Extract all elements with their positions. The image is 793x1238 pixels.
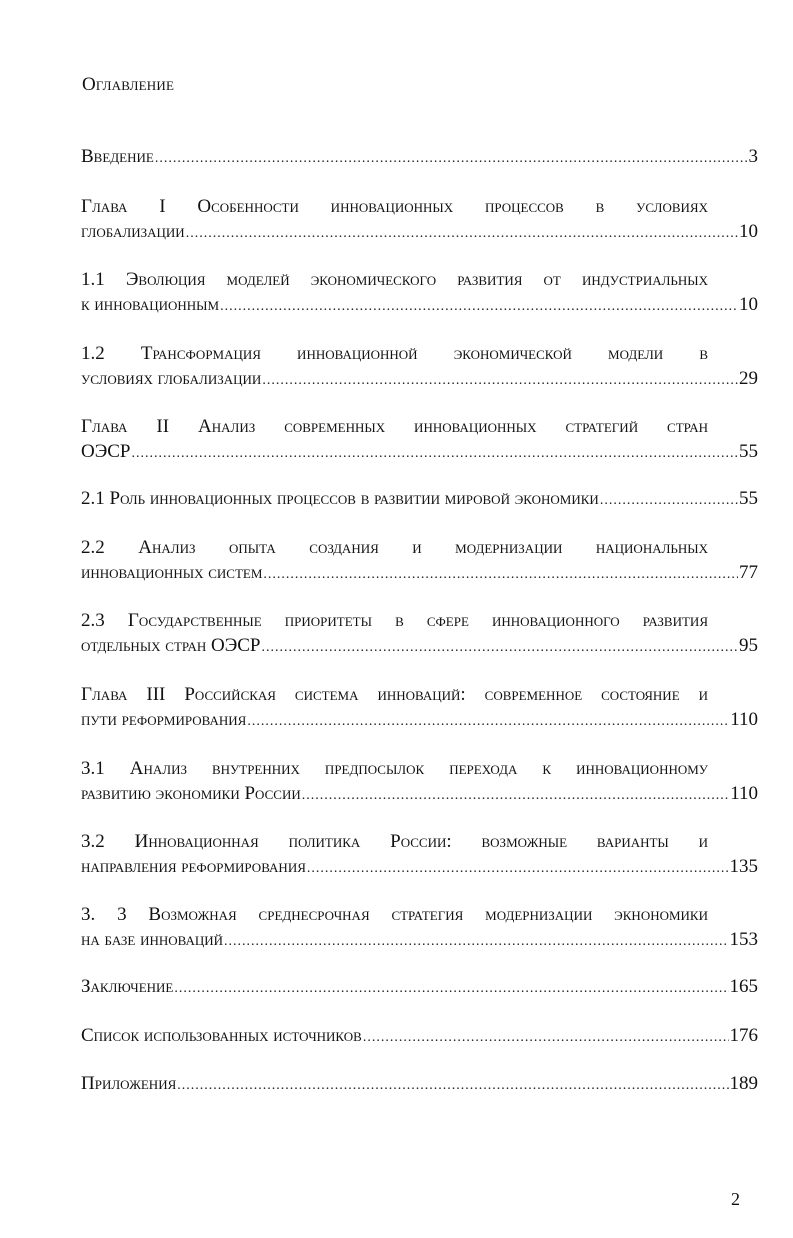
- toc-leader-dots: [224, 929, 728, 954]
- toc-entry-title-line1: 2.2 Анализ опыта создания и модернизации национальных: [81, 537, 708, 558]
- toc-leader-dots: [600, 488, 738, 513]
- toc-entry-title: направления реформирования: [81, 856, 306, 877]
- toc-entry-title-line1: 2.3 Государственные приоритеты в сфере инновационного развития: [81, 610, 708, 631]
- toc-entry-page: 165: [729, 976, 758, 997]
- toc-entry-page: 110: [730, 709, 758, 730]
- toc-entry-page: 135: [729, 856, 758, 877]
- toc-entry[interactable]: [81, 1023, 758, 1050]
- toc-leader-dots: [177, 1073, 728, 1098]
- toc-entry-page: 10: [739, 221, 758, 242]
- toc-entry[interactable]: [81, 829, 758, 881]
- toc-entry-page: 55: [739, 441, 758, 462]
- toc-entry-page: 3: [748, 146, 758, 167]
- toc-leader-dots: [132, 441, 738, 466]
- toc-entry-title: 2.1 Роль инновационных процессов в развитии мировой экономики: [81, 488, 599, 509]
- toc-entry-page: 55: [739, 488, 758, 509]
- toc-entry[interactable]: [81, 486, 758, 513]
- toc-entry-page: 110: [730, 783, 758, 804]
- toc-entry[interactable]: [81, 414, 758, 466]
- toc-entry-title: к инновационным: [81, 294, 220, 315]
- toc-entry-page: 77: [739, 562, 758, 583]
- toc-entry-title: на базе инноваций: [81, 929, 224, 950]
- toc-entry-title-line1: 1.2 Трансформация инновационной экономической модели в: [81, 343, 708, 364]
- toc-entry[interactable]: [81, 144, 758, 171]
- toc-entry-title-line1: Глава III Российская система инноваций: современное состояние и: [81, 684, 708, 705]
- toc-entry-page: 95: [739, 635, 758, 656]
- toc-entry-title: развитию экономики России: [81, 783, 301, 804]
- toc-entry[interactable]: [81, 608, 758, 660]
- toc-entry-title-line1: 1.1 Эволюция моделей экономического развития от индустриальных: [81, 269, 708, 290]
- toc-entry-title-line1: Глава I Особенности инновационных процессов в условиях: [81, 196, 708, 217]
- toc-entry-title: отдельных стран ОЭСР: [81, 635, 261, 656]
- toc-entry[interactable]: [81, 902, 758, 954]
- toc-entry[interactable]: [81, 341, 758, 393]
- toc-entry-title-line1: 3. 3 Возможная среднесрочная стратегия модернизации экнономики: [81, 904, 708, 925]
- toc-entry-title: инновационных систем: [81, 562, 263, 583]
- toc-entry-title: Введение: [81, 146, 154, 167]
- toc-leader-dots: [262, 635, 738, 660]
- toc-entry-title-line1: 3.1 Анализ внутренних предпосылок перехода к инновационному: [81, 758, 708, 779]
- toc-leader-dots: [262, 368, 738, 393]
- toc-entry[interactable]: [81, 1071, 758, 1098]
- toc-entry-page: 10: [739, 294, 758, 315]
- toc-leader-dots: [307, 856, 729, 881]
- toc-entry-title: Заключение: [81, 976, 174, 997]
- toc-entry-title: глобализации: [81, 221, 185, 242]
- toc-entry[interactable]: [81, 535, 758, 587]
- toc-entry-title-line1: 3.2 Инновационная политика России: возможные варианты и: [81, 831, 708, 852]
- toc-entry-title: ОЭСР: [81, 441, 131, 462]
- toc-entry-title: Список использованных источников: [81, 1025, 362, 1046]
- toc-entry[interactable]: [81, 682, 758, 734]
- toc-entry[interactable]: [81, 194, 758, 246]
- toc-entry-title: условиях глобализации: [81, 368, 262, 389]
- toc-leader-dots: [302, 783, 729, 808]
- toc-leader-dots: [220, 294, 738, 319]
- toc-entry-page: 153: [729, 929, 758, 950]
- toc-leader-dots: [263, 562, 738, 587]
- toc-entry-title-line1: Глава II Анализ современных инновационных стратегий стран: [81, 416, 708, 437]
- toc-leader-dots: [363, 1025, 729, 1050]
- toc-entry[interactable]: [81, 267, 758, 319]
- toc-entry-title: пути реформирования: [81, 709, 247, 730]
- toc-entry-page: 29: [739, 368, 758, 389]
- toc-leader-dots: [155, 146, 748, 171]
- toc-entry[interactable]: [81, 756, 758, 808]
- toc-entry-page: 189: [729, 1073, 758, 1094]
- toc-entry-title: Приложения: [81, 1073, 177, 1094]
- toc-leader-dots: [174, 976, 728, 1001]
- toc-leader-dots: [186, 221, 738, 246]
- toc-entry-page: 176: [729, 1025, 758, 1046]
- page-number: 2: [731, 1189, 740, 1209]
- toc-entry[interactable]: [81, 974, 758, 1001]
- toc-heading: Оглавление: [82, 74, 175, 95]
- toc-leader-dots: [247, 709, 729, 734]
